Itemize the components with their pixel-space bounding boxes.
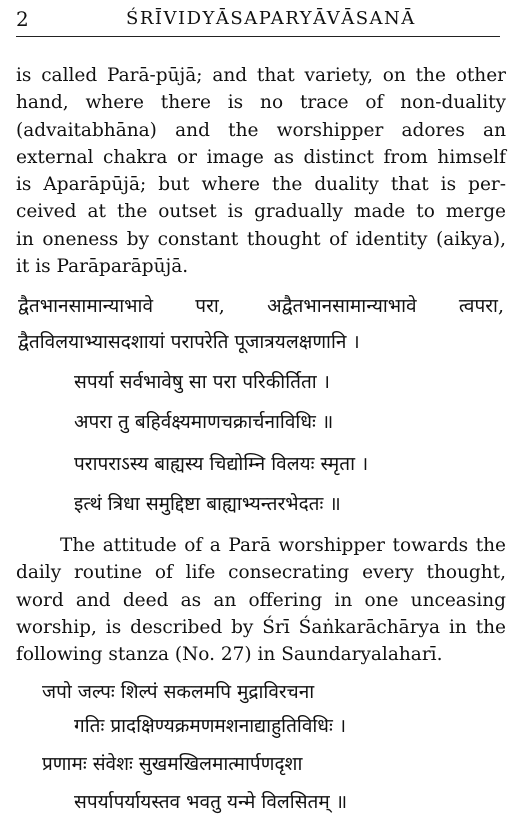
verse-line: द्वैतभानसामान्याभावे परा, अद्वैतभानसामान्याभावे त्वपरा,	[18, 295, 504, 317]
paragraph-line: is called Parā-pūjā; and that variety, on the other	[16, 65, 506, 86]
verse-line: अपरा तु बहिर्वक्ष्यमाणचक्रार्चनाविधिः ॥	[74, 411, 334, 433]
paragraph-line: worship, is described by Śrī Śaṅkarāchārya in the	[16, 616, 506, 638]
paragraph-line: following stanza (No. 27) in Saundaryalaharī.	[16, 644, 443, 666]
verse-line: जपो जल्पः शिल्पं सकलमपि मुद्राविरचना	[42, 681, 315, 703]
verse-line: सपर्यापर्यायस्तव भवतु यन्मे विलसितम् ॥	[74, 791, 348, 813]
paragraph-line: external chakra or image as distinct from himself	[16, 146, 506, 168]
paragraph-line: it is Parāparāpūjā.	[16, 256, 189, 278]
paragraph-1	[16, 62, 506, 280]
paragraph-line: (advaitabhāna) and the worshipper adores an	[16, 119, 506, 141]
paragraph-line: word and deed as an offering in one unceasing	[16, 589, 506, 611]
verse-line: परापराऽस्य बाह्यस्य चिद्योम्नि विलयः स्मृता ।	[74, 453, 369, 475]
paragraph-line: is Aparāpūjā; but where the duality that is per-	[16, 174, 506, 196]
verse-line: द्वैतविलयाभ्यासदशायां परापरेति पूजात्रयलक्षणानि ।	[18, 331, 360, 353]
paragraph-line: ceived at the outset is gradually made to merge	[16, 201, 506, 223]
running-title: ŚRĪVIDYĀSAPARYĀVĀSANĀ	[126, 8, 416, 29]
paragraph-line: in oneness by constant thought of identity (aikya),	[16, 228, 506, 250]
paragraph-line: hand, where there is no trace of non-duality	[16, 92, 506, 114]
verse-line: सपर्या सर्वभावेषु सा परा परिकीर्तिता ।	[74, 371, 330, 393]
verse-line: प्रणामः संवेशः सुखमखिलमात्मार्पणदृशा	[42, 753, 303, 775]
page-header	[16, 6, 500, 32]
verse-line: इत्थं त्रिधा समुद्दिष्टा बाह्याभ्यन्तरभेदतः ॥	[74, 493, 341, 515]
verse-line: गतिः प्रादक्षिण्यक्रमणमशनाद्याहुतिविधिः ।	[74, 715, 347, 737]
page-number: 2	[16, 7, 29, 31]
header-rule	[16, 36, 500, 37]
paragraph-line: The attitude of a Parā worshipper towards the	[60, 535, 506, 556]
paragraph-line: daily routine of life consecrating every thought,	[16, 562, 506, 584]
paragraph-2	[16, 532, 506, 668]
